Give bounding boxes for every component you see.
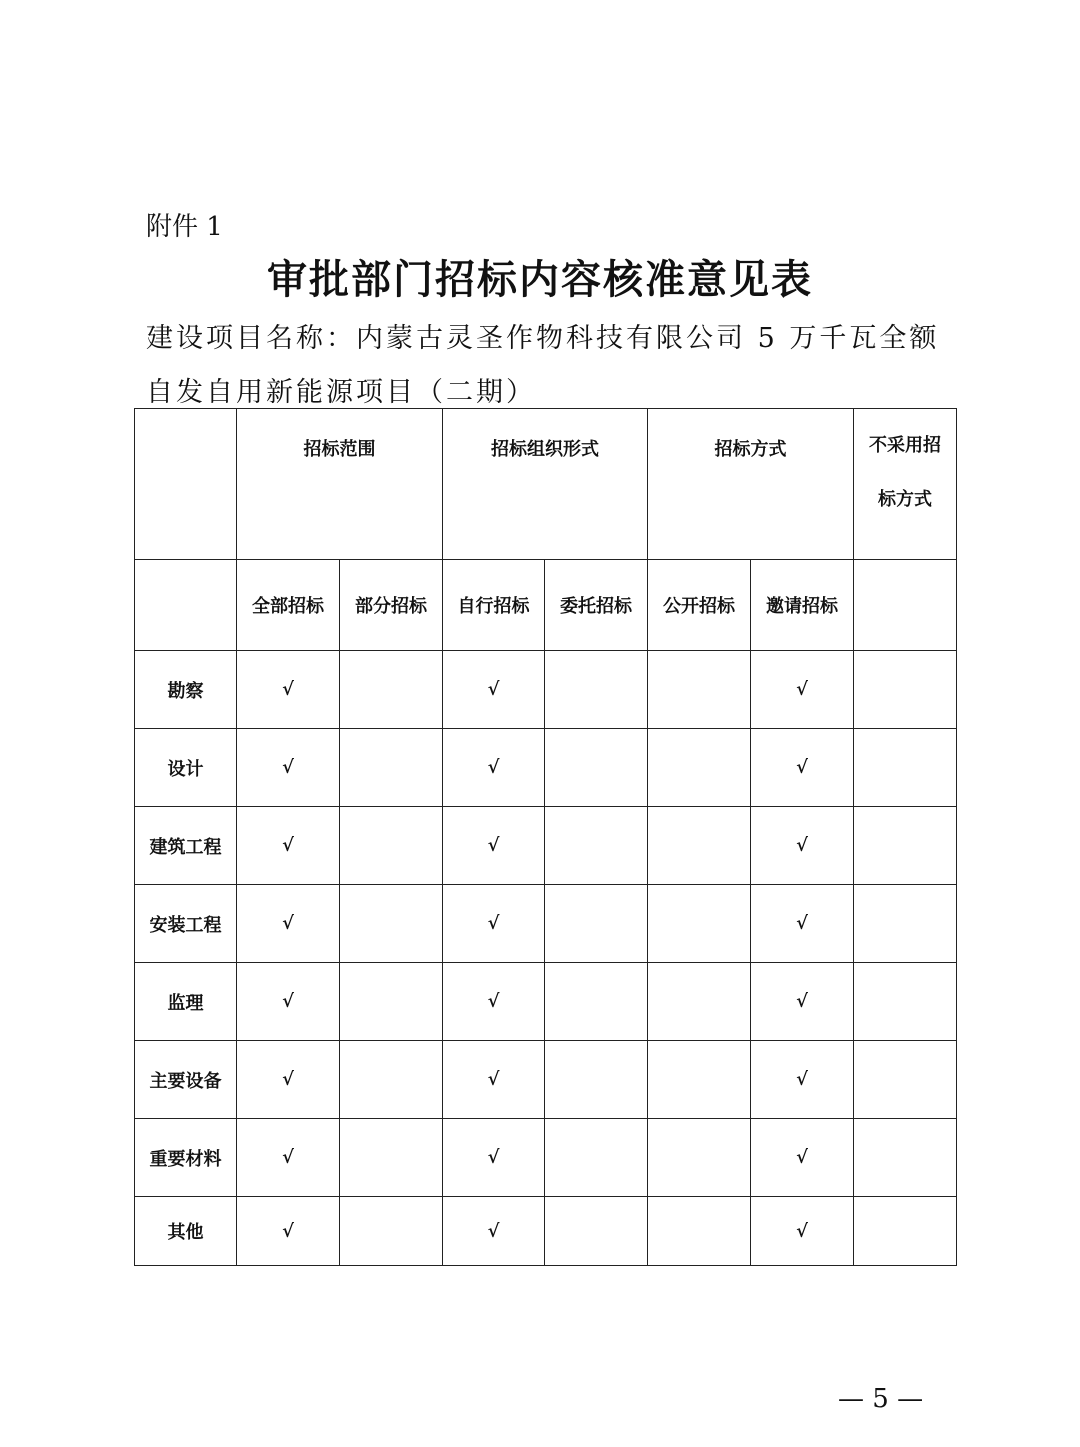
table-cell [854,651,957,729]
header-not-used-line1: 不采用招 [869,435,941,456]
header-scope: 招标范围 [237,409,443,560]
table-cell [545,651,648,729]
page-title: 审批部门招标内容核准意见表 [267,256,813,303]
table-cell: √ [751,807,854,885]
row-label: 安装工程 [135,885,237,963]
row-label: 主要设备 [135,1041,237,1119]
table-cell: √ [443,729,545,807]
table-row [135,963,957,1041]
table-cell: √ [443,651,545,729]
attachment-label: 附件 1 [146,212,223,242]
table-cell: √ [237,1041,340,1119]
table-cell [340,1041,443,1119]
table-cell: √ [751,885,854,963]
page-number-text: — 5 — [838,1384,924,1414]
table-row [135,729,957,807]
table-cell [545,729,648,807]
sub-header-partial: 部分招标 [340,560,443,651]
table-cell [854,963,957,1041]
table-row [135,1197,957,1266]
table-cell [545,1197,648,1266]
table-cell [340,1119,443,1197]
row-label: 其他 [135,1197,237,1266]
header-organization: 招标组织形式 [443,409,648,560]
table-cell [648,885,751,963]
group-header-row [135,409,957,560]
sub-header-entrusted: 委托招标 [545,560,648,651]
row-label: 建筑工程 [135,807,237,885]
table-cell [340,1197,443,1266]
row-label: 监理 [135,963,237,1041]
table-cell: √ [751,651,854,729]
table-row [135,807,957,885]
table-cell: √ [237,729,340,807]
table-cell [648,1197,751,1266]
table-row [135,651,957,729]
table-cell: √ [443,807,545,885]
row-label: 勘察 [135,651,237,729]
table-cell [648,729,751,807]
table-cell: √ [443,885,545,963]
table-cell [854,1041,957,1119]
table-cell [854,1119,957,1197]
header-not-used [854,409,957,560]
sub-header-empty [854,560,957,651]
table-cell [545,885,648,963]
project-name-line: 建设项目名称：内蒙古灵圣作物科技有限公司 5 万千瓦全额自发自用新能源项目（二期） [146,323,940,408]
table-cell: √ [443,1197,545,1266]
table-cell [854,885,957,963]
table-cell [648,807,751,885]
table-cell [340,807,443,885]
table-cell: √ [751,963,854,1041]
table-cell: √ [237,1197,340,1266]
table-cell [545,1041,648,1119]
table-cell: √ [443,1041,545,1119]
table-cell: √ [237,885,340,963]
table-cell [340,885,443,963]
table-body [135,651,957,1266]
table-cell: √ [751,729,854,807]
table-cell [545,1119,648,1197]
sub-header-row [135,560,957,651]
table-cell: √ [237,807,340,885]
table-row [135,1041,957,1119]
row-label: 重要材料 [135,1119,237,1197]
table-cell [545,963,648,1041]
table-cell [854,729,957,807]
table-cell: √ [751,1119,854,1197]
table-cell: √ [751,1197,854,1266]
header-not-used-line2: 标方式 [878,489,932,510]
table-cell [340,963,443,1041]
table-cell: √ [237,1119,340,1197]
table-cell [648,651,751,729]
header-method: 招标方式 [648,409,854,560]
table-cell [854,1197,957,1266]
table-cell [854,807,957,885]
table-row [135,885,957,963]
sub-header-invited: 邀请招标 [751,560,854,651]
table-cell [545,807,648,885]
table-cell: √ [751,1041,854,1119]
sub-header-self: 自行招标 [443,560,545,651]
table-row [135,1119,957,1197]
table-cell: √ [443,963,545,1041]
table-cell [648,1041,751,1119]
table-cell [340,651,443,729]
table-cell [340,729,443,807]
table-cell: √ [237,963,340,1041]
corner-cell [135,409,237,560]
table-cell: √ [443,1119,545,1197]
sub-header-empty [135,560,237,651]
approval-table [134,408,957,1266]
sub-header-full: 全部招标 [237,560,340,651]
row-label: 设计 [135,729,237,807]
table-cell: √ [237,651,340,729]
table-cell [648,963,751,1041]
sub-header-open: 公开招标 [648,560,751,651]
table-cell [648,1119,751,1197]
